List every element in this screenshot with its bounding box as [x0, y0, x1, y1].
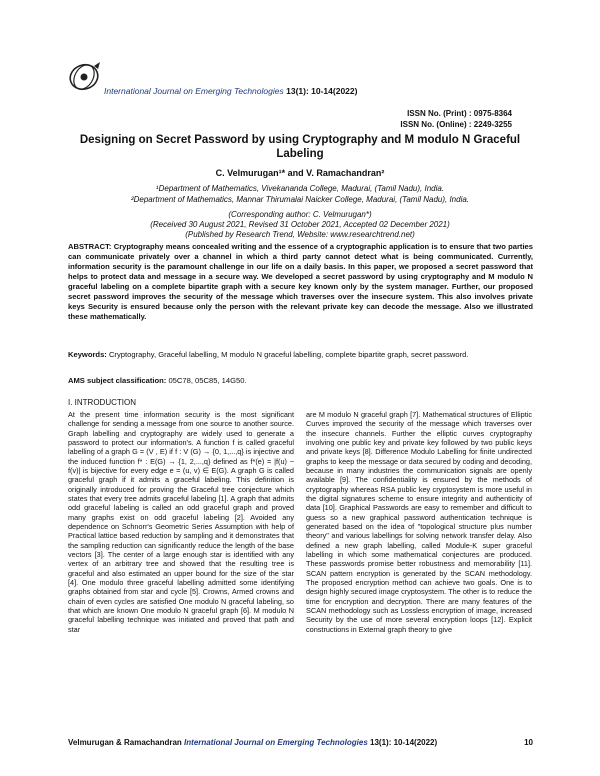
issn-print: ISSN No. (Print) : 0975-8364: [407, 109, 512, 118]
ams-label: AMS subject classification:: [68, 376, 167, 385]
issn-online: ISSN No. (Online) : 2249-3255: [400, 120, 512, 129]
affiliation-2: ²Department of Mathematics, Mannar Thirumalai Naicker College, Madurai, (Tamil Nadu), India.: [130, 195, 470, 204]
section-heading: I. INTRODUCTION: [68, 398, 136, 407]
paper-title: Designing on Secret Password by using Cryptography and M modulo N Graceful Labeling: [79, 134, 521, 161]
journal-name: International Journal on Emerging Technologies: [104, 86, 284, 96]
journal-volume-issue: 13(1): 10-14(2022): [286, 86, 358, 96]
keywords: [68, 350, 533, 360]
ams-classification: [68, 376, 533, 385]
affiliation-1: ¹Department of Mathematics, Vivekananda College, Madurai, (Tamil Nadu), India.: [155, 184, 445, 193]
footer-journal: International Journal on Emerging Technologies: [184, 738, 368, 747]
journal-citation-header: [104, 86, 357, 96]
body-column-left: At the present time information security is the most significant challenge for sending a message from one source to another source. Graph labelling and cryptography are widely used to generate a password to protect our information's. A function f is called graceful labelling of a graph G = (V , E) if f : V (G) → {0, 1,...,q} is injective and the induced function f* : E(G) → {1, 2,...,q} defined as f*(e) = |f(u) − f(v)| is bijective for every edge e = (u, v) ∈ E(G). A graph G is called graceful graph if it admits a graceful labeling. This definition is originally introduced for proving the Graceful tree conjecture which states that every tree admits graceful labeling [1]. A graph that admits odd graceful labeling is called an odd graceful graph and proved many graphs exist on odd graceful labeling [2]. Avoided any dependence on Schnorr's Geometric Series Assumption with help of Practical lattice based reduction by sampling and it demonstrates that the sampling reduction can significantly reduce the length of the base vectors [3]. The center of a large enough star is identified with any vertex of an arbitrary tree and showed that the resulting tree is graceful and also estimated an upper bound for the size of the star [4]. One modulo three graceful labelling admitted some identifying graphs obtained from star and cycle [5]. Crowns, Armed crowns and chain of even cycles are satisfied One modulo N graceful labeling, so that which are known One modulo N graceful graph [6]. M modulo N graceful labelling technique was initiated and proved that path and star: [68, 410, 294, 634]
keywords-label: Keywords:: [68, 350, 107, 359]
received-dates: (Received 30 August 2021, Revised 31 October 2021, Accepted 02 December 2021): [150, 220, 450, 229]
abstract: ABSTRACT: Cryptography means concealed writing and the essence of a cryptographic application is to ensure that two parties can communicate privately over a channel in which a third party cannot detect what is being communicated. Currently, information security is the paramount challenge in our life on a daily basis. In this paper, we proposed a secret password that helps to protect data and message in a secure way. We developed a secret password by using cryptography and M modulo N graceful labeling on a complete bipartite graph with a secure key known only by the system manager. Further, our proposed secret password improves the security of the message which traverses over the insecure system. This also involves private keys Security is ensured because only the person with the relevant private key can decode the message. Also we illustrated these mathematically.: [68, 242, 533, 322]
page-number: 10: [524, 738, 533, 747]
page-footer: [68, 738, 533, 747]
corresponding-author: (Corresponding author: C. Velmurugan*): [228, 210, 372, 219]
keywords-text: Cryptography, Graceful labelling, M modulo N graceful labelling, complete bipartite graph, secret password.: [108, 350, 469, 359]
journal-logo-icon: [66, 60, 106, 94]
publisher-line: (Published by Research Trend, Website: www.researchtrend.net): [185, 230, 415, 239]
ams-codes: 05C78, 05C85, 14G50.: [168, 376, 247, 385]
body-column-right: are M modulo N graceful graph [7]. Mathematical structures of Elliptic Curves improved the security of the message which traverses over the insecure channels. Further the elliptic curves cryptography involving one public key and private key followed by two public keys and private keys [8]. Difference Modulo Labelling for finite undirected graphs to keep the message or data secured by coding and decoding, because in many industries the communication signals are openly available [9]. The confidentiality is ensured by the methods of cryptography whereas RSA public key cryptosystem is more useful in the digital signatures scheme to ensure integrity and authenticity of data [10]. Graphical Passwords are easy to remember and difficult to guess so a new graphical password authentication technique is generated based on the idea of "topological structure plus number theory" and various labellings for solving network transfer delay. Also defined a new graph labelling, called Module-K super graceful labelling in which some mathematical conjectures are produced. These passwords promise better robustness and memorability [11]. SCAN pattern encryption is generated by the SCAN methodology. The proposed encryption method can achieve two goals. One is to design highly secured image cryptosystem. The other is to reduce the time for encryption and decryption. There are many features of the SCAN methodology such as Lossless encryption of image, increased Security by the use of more several encryption loops [12]. Explicit constructions in External graph theory to give: [306, 410, 532, 634]
footer-authors: Velmurugan & Ramachandran: [68, 738, 182, 747]
footer-volume: 13(1): 10-14(2022): [370, 738, 438, 747]
paper-authors: C. Velmurugan¹* and V. Ramachandran²: [215, 168, 385, 178]
